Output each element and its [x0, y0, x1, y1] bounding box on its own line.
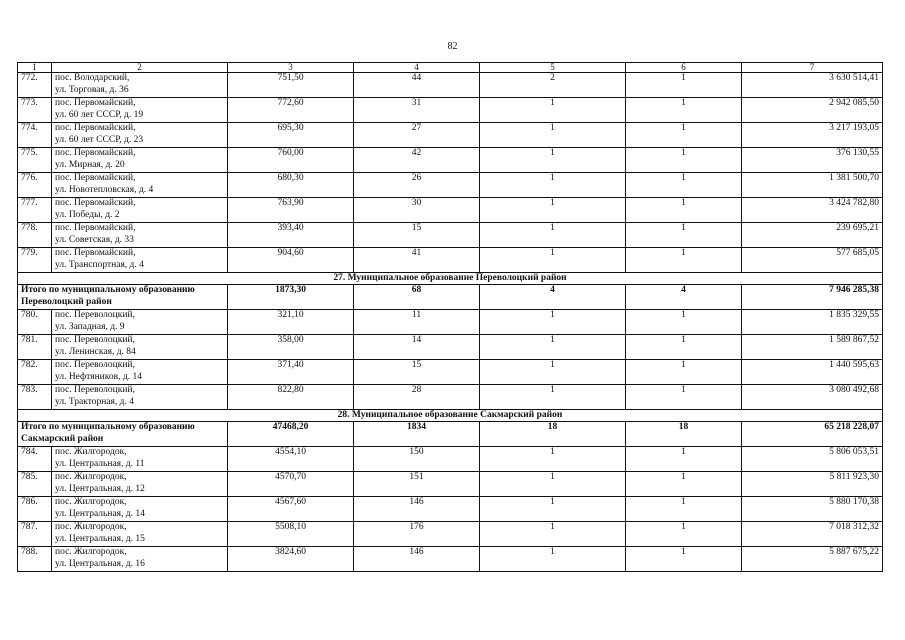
area-cell: 763,90	[228, 198, 354, 223]
address-settlement: пос. Первомайский,	[55, 173, 136, 183]
address-settlement: пос. Переволоцкий,	[55, 360, 135, 370]
total-cost: 7 946 285,38	[742, 285, 883, 310]
residents-cell: 44	[354, 73, 480, 98]
address-settlement: пос. Жилгородок,	[55, 522, 127, 532]
area-cell: 822,80	[228, 385, 354, 410]
count-cell: 1	[480, 248, 626, 273]
table-row	[18, 310, 883, 335]
row-number: 772.	[18, 73, 52, 98]
total-label: Итого по муниципальному образованию Сакмарский район	[18, 422, 228, 447]
area-cell: 358,00	[228, 335, 354, 360]
count-cell: 1	[626, 385, 742, 410]
table-body	[18, 73, 883, 572]
residents-cell: 27	[354, 123, 480, 148]
column-header: 7	[742, 63, 883, 73]
count-cell: 1	[480, 385, 626, 410]
address-settlement: пос. Переволоцкий,	[55, 385, 135, 395]
address-street: ул. Центральная, д. 16	[55, 558, 145, 569]
address-settlement: пос. Первомайский,	[55, 123, 136, 133]
row-number: 781.	[18, 335, 52, 360]
row-number: 782.	[18, 360, 52, 385]
address-street: ул. Советская, д. 33	[55, 234, 134, 245]
table-row	[18, 385, 883, 410]
address-cell	[52, 447, 228, 472]
count-cell: 1	[480, 310, 626, 335]
table-row	[18, 248, 883, 273]
section-heading: 28. Муниципальное образование Сакмарский район	[18, 410, 883, 422]
address-cell	[52, 98, 228, 123]
row-number: 776.	[18, 173, 52, 198]
residents-cell: 146	[354, 497, 480, 522]
column-header: 1	[18, 63, 52, 73]
column-header: 3	[228, 63, 354, 73]
address-street: ул. Тракторная, д. 4	[55, 396, 135, 407]
cost-cell: 239 695,21	[742, 223, 883, 248]
area-cell: 371,40	[228, 360, 354, 385]
residents-cell: 150	[354, 447, 480, 472]
count-cell: 1	[480, 472, 626, 497]
address-street: ул. Новотепловская, д. 4	[55, 184, 154, 195]
address-cell	[52, 223, 228, 248]
address-settlement: пос. Жилгородок,	[55, 547, 127, 557]
address-cell	[52, 497, 228, 522]
cost-cell: 376 130,55	[742, 148, 883, 173]
count-cell: 1	[626, 148, 742, 173]
area-cell: 393,40	[228, 223, 354, 248]
table-row	[18, 447, 883, 472]
table-row	[18, 360, 883, 385]
count-cell: 1	[480, 547, 626, 572]
cost-cell: 5 880 170,38	[742, 497, 883, 522]
area-cell: 321,10	[228, 310, 354, 335]
address-street: ул. Нефтяников, д. 14	[55, 371, 142, 382]
residents-cell: 14	[354, 335, 480, 360]
row-number: 784.	[18, 447, 52, 472]
cost-cell: 1 589 867,52	[742, 335, 883, 360]
count-cell: 1	[626, 335, 742, 360]
address-street: ул. Западная, д. 9	[55, 321, 125, 332]
area-cell: 772,60	[228, 98, 354, 123]
row-number: 780.	[18, 310, 52, 335]
address-cell	[52, 547, 228, 572]
table-row	[18, 98, 883, 123]
address-settlement: пос. Первомайский,	[55, 98, 136, 108]
total-residents: 68	[354, 285, 480, 310]
row-number: 774.	[18, 123, 52, 148]
column-header: 5	[480, 63, 626, 73]
count-cell: 1	[626, 223, 742, 248]
area-cell: 5508,10	[228, 522, 354, 547]
residents-cell: 42	[354, 148, 480, 173]
address-settlement: пос. Жилгородок,	[55, 497, 127, 507]
count-cell: 1	[480, 223, 626, 248]
address-cell	[52, 198, 228, 223]
row-number: 788.	[18, 547, 52, 572]
address-cell	[52, 73, 228, 98]
address-settlement: пос. Первомайский,	[55, 223, 136, 233]
address-street: ул. 60 лет СССР, д. 19	[55, 109, 144, 120]
cost-cell: 1 440 595,63	[742, 360, 883, 385]
residents-cell: 146	[354, 547, 480, 572]
count-cell: 1	[480, 335, 626, 360]
total-row	[18, 422, 883, 447]
residents-cell: 15	[354, 223, 480, 248]
housing-table	[17, 62, 883, 572]
total-area: 1873,30	[228, 285, 354, 310]
residents-cell: 28	[354, 385, 480, 410]
cost-cell: 3 424 782,80	[742, 198, 883, 223]
address-cell	[52, 472, 228, 497]
count-cell: 1	[626, 198, 742, 223]
address-cell	[52, 123, 228, 148]
cost-cell: 2 942 085,50	[742, 98, 883, 123]
address-settlement: пос. Жилгородок,	[55, 447, 127, 457]
address-settlement: пос. Первомайский,	[55, 248, 136, 258]
area-cell: 760,00	[228, 148, 354, 173]
column-number-row	[18, 63, 883, 73]
row-number: 786.	[18, 497, 52, 522]
count-cell: 1	[626, 360, 742, 385]
cost-cell: 577 685,05	[742, 248, 883, 273]
address-street: ул. Транспортная, д. 4	[55, 259, 144, 270]
section-heading-row	[18, 273, 883, 285]
count-cell: 1	[626, 73, 742, 98]
total-residents: 1834	[354, 422, 480, 447]
count-cell: 1	[626, 497, 742, 522]
area-cell: 3824,60	[228, 547, 354, 572]
count-cell: 1	[626, 522, 742, 547]
total-cost: 65 218 228,07	[742, 422, 883, 447]
table-row	[18, 522, 883, 547]
row-number: 779.	[18, 248, 52, 273]
address-street: ул. Центральная, д. 15	[55, 533, 145, 544]
residents-cell: 15	[354, 360, 480, 385]
table-row	[18, 148, 883, 173]
address-cell	[52, 248, 228, 273]
address-street: ул. Торговая, д. 36	[55, 84, 129, 95]
page-number: 82	[447, 41, 458, 52]
address-cell	[52, 173, 228, 198]
cost-cell: 7 018 312,32	[742, 522, 883, 547]
residents-cell: 31	[354, 98, 480, 123]
address-settlement: пос. Первомайский,	[55, 148, 136, 158]
count-cell: 1	[626, 547, 742, 572]
cost-cell: 1 381 500,70	[742, 173, 883, 198]
count-cell: 1	[626, 472, 742, 497]
total-count: 18	[480, 422, 626, 447]
count-cell: 1	[626, 123, 742, 148]
count-cell: 1	[626, 173, 742, 198]
count-cell: 1	[480, 98, 626, 123]
table-row	[18, 198, 883, 223]
column-header: 6	[626, 63, 742, 73]
table-row	[18, 335, 883, 360]
area-cell: 4567,60	[228, 497, 354, 522]
row-number: 773.	[18, 98, 52, 123]
total-area: 47468,20	[228, 422, 354, 447]
row-number: 785.	[18, 472, 52, 497]
count-cell: 1	[626, 248, 742, 273]
area-cell: 904,60	[228, 248, 354, 273]
residents-cell: 151	[354, 472, 480, 497]
table-row	[18, 123, 883, 148]
residents-cell: 30	[354, 198, 480, 223]
cost-cell: 3 080 492,68	[742, 385, 883, 410]
address-settlement: пос. Первомайский,	[55, 198, 136, 208]
residents-cell: 41	[354, 248, 480, 273]
address-settlement: пос. Переволоцкий,	[55, 335, 135, 345]
address-street: ул. Мирная, д. 20	[55, 159, 125, 170]
row-number: 783.	[18, 385, 52, 410]
residents-cell: 26	[354, 173, 480, 198]
address-street: ул. Ленинская, д. 84	[55, 346, 136, 357]
total-count: 4	[626, 285, 742, 310]
count-cell: 1	[626, 98, 742, 123]
count-cell: 1	[480, 497, 626, 522]
address-cell	[52, 385, 228, 410]
cost-cell: 3 630 514,41	[742, 73, 883, 98]
area-cell: 4570,70	[228, 472, 354, 497]
area-cell: 680,30	[228, 173, 354, 198]
table-row	[18, 173, 883, 198]
count-cell: 1	[480, 173, 626, 198]
area-cell: 695,30	[228, 123, 354, 148]
address-cell	[52, 522, 228, 547]
section-heading-row	[18, 410, 883, 422]
residents-cell: 11	[354, 310, 480, 335]
row-number: 775.	[18, 148, 52, 173]
address-street: ул. Центральная, д. 14	[55, 508, 145, 519]
count-cell: 1	[626, 310, 742, 335]
cost-cell: 5 887 675,22	[742, 547, 883, 572]
address-settlement: пос. Жилгородок,	[55, 472, 127, 482]
address-settlement: пос. Переволоцкий,	[55, 310, 135, 320]
table-row	[18, 547, 883, 572]
cost-cell: 5 806 053,51	[742, 447, 883, 472]
column-header: 4	[354, 63, 480, 73]
row-number: 778.	[18, 223, 52, 248]
count-cell: 1	[480, 198, 626, 223]
count-cell: 1	[480, 447, 626, 472]
count-cell: 1	[626, 447, 742, 472]
residents-cell: 176	[354, 522, 480, 547]
address-cell	[52, 310, 228, 335]
table-row	[18, 223, 883, 248]
total-label: Итого по муниципальному образованию Переволоцкий район	[18, 285, 228, 310]
count-cell: 1	[480, 123, 626, 148]
address-cell	[52, 148, 228, 173]
row-number: 777.	[18, 198, 52, 223]
area-cell: 4554,10	[228, 447, 354, 472]
address-street: ул. 60 лет СССР, д. 23	[55, 134, 144, 145]
table-row	[18, 472, 883, 497]
cost-cell: 3 217 193,05	[742, 123, 883, 148]
cost-cell: 1 835 329,55	[742, 310, 883, 335]
count-cell: 2	[480, 73, 626, 98]
column-header: 2	[52, 63, 228, 73]
count-cell: 1	[480, 522, 626, 547]
address-street: ул. Центральная, д. 11	[55, 458, 145, 469]
area-cell: 751,50	[228, 73, 354, 98]
row-number: 787.	[18, 522, 52, 547]
total-count: 18	[626, 422, 742, 447]
address-settlement: пос. Володарский,	[55, 73, 130, 83]
count-cell: 1	[480, 148, 626, 173]
table-row	[18, 497, 883, 522]
table-row	[18, 73, 883, 98]
address-cell	[52, 360, 228, 385]
address-cell	[52, 335, 228, 360]
total-row	[18, 285, 883, 310]
cost-cell: 5 811 923,30	[742, 472, 883, 497]
total-count: 4	[480, 285, 626, 310]
section-heading: 27. Муниципальное образование Переволоцкий район	[18, 273, 883, 285]
address-street: ул. Победы, д. 2	[55, 209, 120, 220]
address-street: ул. Центральная, д. 12	[55, 483, 145, 494]
count-cell: 1	[480, 360, 626, 385]
